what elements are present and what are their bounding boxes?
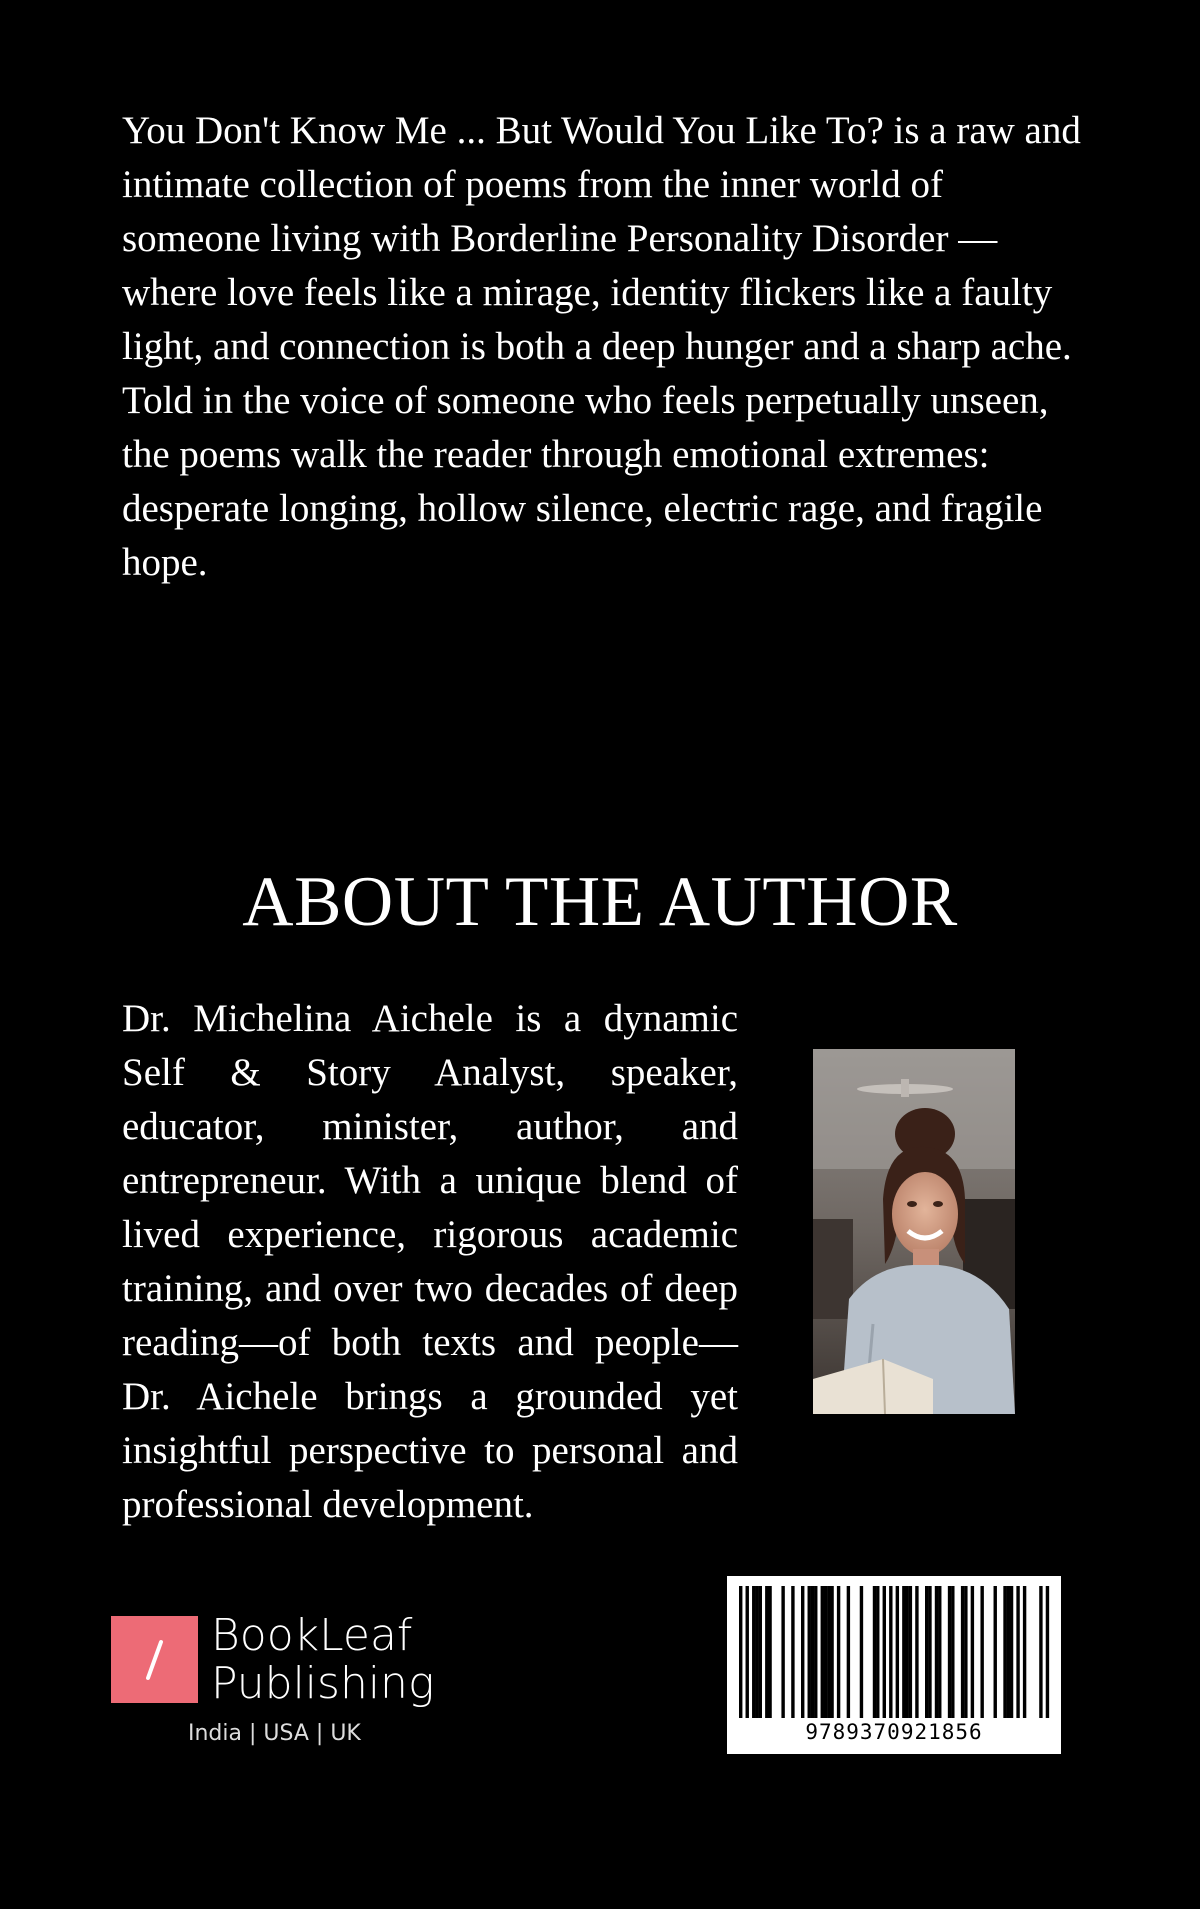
barcode-bar [964, 1586, 967, 1718]
barcode-bar [827, 1586, 830, 1718]
author-bio: Dr. Michelina Aichele is a dynamic Self & Story Analyst, speaker, educator, minister, author, and entrepreneur. With a unique blend of lived experience, rigorous academic training, and over two decades of deep reading—of both texts and people—Dr. Aichele brings a grounded yet insightful perspective to personal and professional development. [122, 997, 738, 1526]
barcode-bar [928, 1586, 931, 1718]
publisher-name-line2: Publishing [211, 1658, 435, 1709]
barcode-bar [755, 1586, 758, 1718]
publisher-locations: India | USA | UK [188, 1721, 361, 1746]
author-photo [813, 1049, 1015, 1414]
barcode-bar [821, 1586, 824, 1718]
barcode-bar [824, 1586, 827, 1718]
barcode-bar [876, 1586, 879, 1718]
barcode-bar [860, 1586, 863, 1718]
barcode-bar [739, 1586, 742, 1718]
barcode-bar [765, 1586, 768, 1718]
barcode-bar [808, 1586, 811, 1718]
barcode-bar [814, 1586, 817, 1718]
barcode-bar [1003, 1586, 1006, 1718]
barcode-bar [1016, 1586, 1019, 1718]
barcode-bar [1007, 1586, 1010, 1718]
barcode-bar [791, 1586, 794, 1718]
barcode-bar [980, 1586, 983, 1718]
barcode-bar [951, 1586, 954, 1718]
barcode-bar [883, 1586, 886, 1718]
barcode-bar [971, 1586, 974, 1718]
publisher-name-line1: BookLeaf [211, 1610, 413, 1661]
barcode-bar [811, 1586, 814, 1718]
barcode-bar [837, 1586, 840, 1718]
barcode-bar [801, 1586, 804, 1718]
isbn-barcode [727, 1576, 1061, 1754]
barcode-bar [847, 1586, 850, 1718]
barcode-bar [1046, 1586, 1049, 1718]
barcode-bar [781, 1586, 784, 1718]
slash-logo-icon [111, 1616, 198, 1703]
barcode-bar [925, 1586, 928, 1718]
barcode-bar [759, 1586, 762, 1718]
about-author-heading: ABOUT THE AUTHOR [242, 863, 958, 941]
barcode-bar [948, 1586, 951, 1718]
barcode-bar [961, 1586, 964, 1718]
barcode-bar [889, 1586, 892, 1718]
book-blurb: You Don't Know Me ... But Would You Like To? is a raw and intimate collection of poems from the inner world of someone living with Borderline Personality Disorder — where love feels like a mirage, identity flickers like a faulty light, and connection is both a deep hunger and a sharp ache. Told in the voice of someone who feels perpetually unseen, the poems walk the reader through emotional extremes: desperate longing, hollow silence, electric rage, and fragile hope. [122, 109, 1081, 584]
bookleaf-publishing-logo [111, 1612, 441, 1722]
barcode-bar [746, 1586, 749, 1718]
barcode-bar [935, 1586, 938, 1718]
barcode-bar [915, 1586, 918, 1718]
barcode-bar [1023, 1586, 1026, 1718]
barcode-bar [768, 1586, 771, 1718]
barcode-bar [909, 1586, 912, 1718]
barcode-bar [1039, 1586, 1042, 1718]
barcode-bar [1010, 1586, 1013, 1718]
barcode-bar [938, 1586, 941, 1718]
barcode-bar [752, 1586, 755, 1718]
barcode-bar [830, 1586, 833, 1718]
barcode-bar [896, 1586, 899, 1718]
barcode-bar [873, 1586, 876, 1718]
isbn-number: 9789370921856 [805, 1720, 983, 1744]
barcode-bar [905, 1586, 908, 1718]
barcode-bar [902, 1586, 905, 1718]
barcode-bar [994, 1586, 997, 1718]
